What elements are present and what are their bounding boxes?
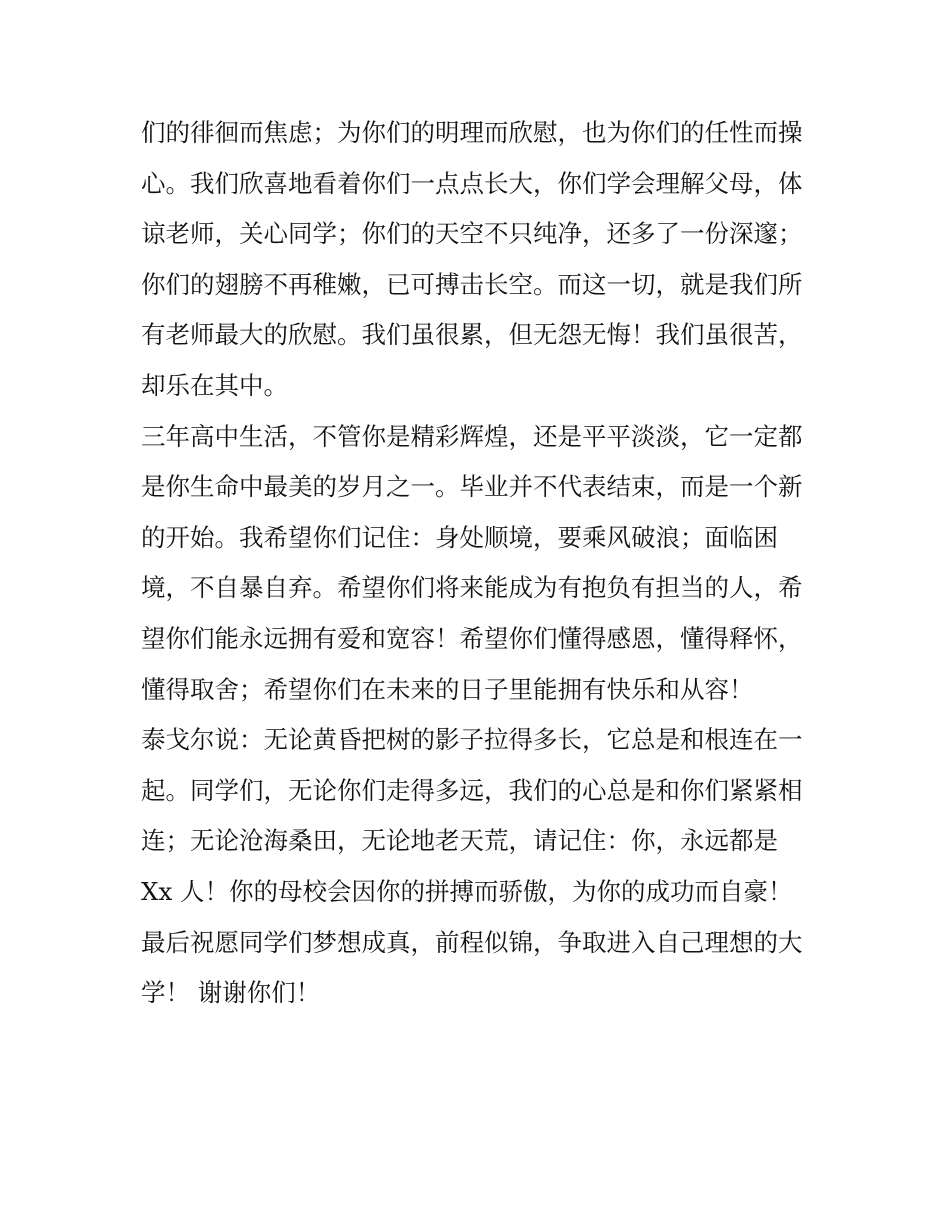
text-line: Xx 人！你的母校会因你的拼搏而骄傲，为你的成功而自豪！ xyxy=(141,876,793,906)
text-line: 们的徘徊而焦虑；为你们的明理而欣慰，也为你们的任性而操 xyxy=(141,118,803,147)
text-line: 却乐在其中。 xyxy=(141,370,288,400)
text-line: 你们的翅膀不再稚嫩，已可搏击长空。而这一切，就是我们所 xyxy=(141,269,803,299)
text-line: 最后祝愿同学们梦想成真，前程似锦，争取进入自己理想的大 xyxy=(141,927,803,957)
text-line: 是你生命中最美的岁月之一。毕业并不代表结束，而是一个新 xyxy=(141,472,803,502)
speech-text xyxy=(141,108,821,1019)
text-line: 的开始。我希望你们记住：身处顺境，要乘风破浪；面临困 xyxy=(141,522,778,552)
text-line: 学！ 谢谢你们！ xyxy=(141,978,321,1008)
text-line: 起。同学们，无论你们走得多远，我们的心总是和你们紧紧相 xyxy=(141,775,803,805)
text-line: 谅老师，关心同学；你们的天空不只纯净，还多了一份深邃； xyxy=(141,219,803,249)
text-line: 望你们能永远拥有爱和宽容！希望你们懂得感恩，懂得释怀， xyxy=(141,623,803,653)
text-line: 连；无论沧海桑田，无论地老天荒，请记住：你，永远都是 xyxy=(141,826,778,856)
text-line: 三年高中生活，不管你是精彩辉煌，还是平平淡淡，它一定都 xyxy=(141,421,803,451)
text-line: 泰戈尔说：无论黄昏把树的影子拉得多长，它总是和根连在一 xyxy=(141,725,803,755)
text-line: 心。我们欣喜地看着你们一点点长大，你们学会理解父母，体 xyxy=(141,168,803,198)
text-line: 境，不自暴自弃。希望你们将来能成为有抱负有担当的人，希 xyxy=(141,573,803,603)
text-line: 懂得取舍；希望你们在未来的日子里能拥有快乐和从容！ xyxy=(141,674,754,704)
text-line: 有老师最大的欣慰。我们虽很累，但无怨无悔！我们虽很苦， xyxy=(141,320,803,350)
